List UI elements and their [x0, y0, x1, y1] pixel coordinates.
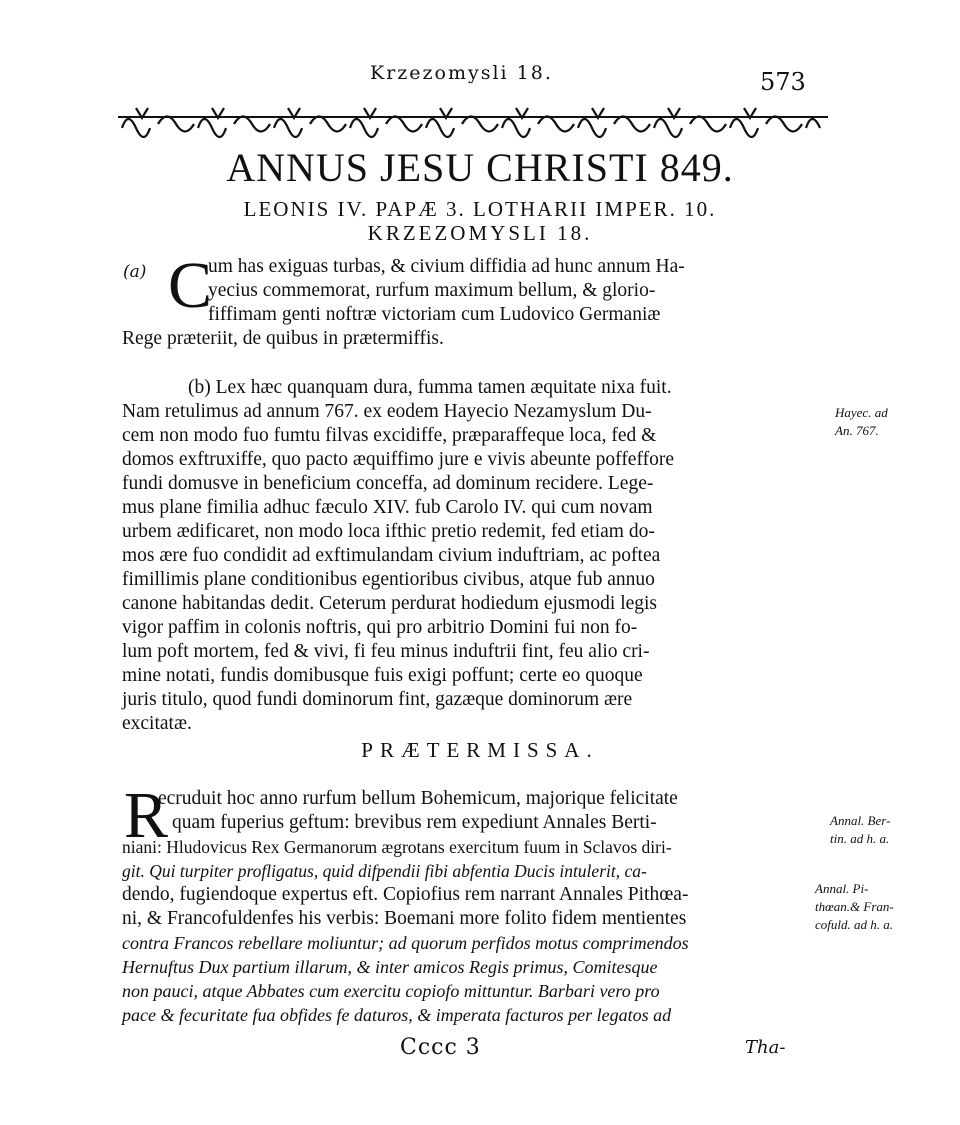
margin-note-pithoean — [815, 880, 894, 934]
text-line: yecius commemorat, rurfum maximum bellum, & glorio- — [208, 280, 656, 301]
text-line: non pauci, atque Abbates cum exercitu copiofo mittuntur. Barbari vero pro — [122, 981, 660, 1001]
margin-note-line: Annal. Pi- — [815, 881, 869, 896]
text-line: canone habitandas dedit. Ceterum perdurat hodiedum ejusmodi legis — [122, 593, 658, 614]
margin-note-line: thœan.& Fran- — [815, 899, 894, 914]
text-line: juris titulo, quod fundi dominorum fint, gazæque dominorum ære — [122, 689, 633, 710]
text-line: domos exftruxiffe, quo pacto æquiffimo jure e vivis abeunte poffeffore — [122, 449, 674, 470]
regnal-heading: LEONIS IV. PAPÆ 3. LOTHARII IMPER. 10. — [243, 197, 717, 221]
text-line: Hernuftus Dux partium illarum, & inter amicos Regis primus, Comitesque — [122, 957, 658, 977]
text-line: mos ære fuo condidit ad exftimulandam civium induftriam, ac poftea — [122, 545, 661, 566]
text-line: lum poft mortem, fed & vivi, fi feu minus induftrii fint, feu alio cri- — [122, 641, 650, 662]
text-line: quam fuperius geftum: brevibus rem expediunt Annales Berti- — [172, 812, 657, 833]
note-a-mark: (a) — [123, 262, 147, 282]
text-line: mus plane fimilia adhuc fæculo XIV. fub Carolo IV. qui cum novam — [122, 497, 653, 518]
duke-heading: KRZEZOMYSLI 18. — [367, 221, 593, 245]
text-line: ni, & Francofuldenfes his verbis: Boemani more folito fidem mentientes — [122, 908, 687, 929]
text-line: (b) Lex hæc quanquam dura, fumma tamen æquitate nixa fuit. — [188, 377, 672, 398]
text-line: cem non modo fuo fumtu filvas excidiffe, præparaffeque loca, fed & — [122, 425, 657, 446]
margin-note-line: An. 767. — [835, 423, 879, 438]
text-line: niani: Hludovicus Rex Germanorum ægrotans exercitum fuum in Sclavos diri- — [122, 837, 672, 857]
text-line: pace & fecuritate fua obfides fe daturos, & imperata facturos per legatos ad — [122, 1005, 672, 1025]
text-line: dendo, fugiendoque expertus eft. Copiofius rem narrant Annales Pithœa- — [122, 884, 689, 905]
text-line: contra Francos rebellare moliuntur; ad quorum perfidos motus comprimendos — [122, 933, 689, 953]
text-line: git. Qui turpiter profligatus, quid difpendii fibi abfentia Ducis intulerit, ca- — [122, 861, 647, 881]
drop-cap-c: C — [168, 249, 213, 322]
text-line: fundi domusve in beneficium conceffa, ad dominum recidere. Lege- — [122, 473, 654, 494]
margin-note-line: cofuld. ad h. a. — [815, 917, 893, 932]
text-line: urbem ædificaret, non modo loca ifthic pretio redemit, fed etiam do- — [122, 521, 655, 542]
year-heading: ANNUS JESU CHRISTI 849. — [226, 145, 734, 190]
text-line: um has exiguas turbas, & civium diffidia ad hunc annum Ha- — [208, 256, 685, 277]
margin-note-bertin — [830, 812, 890, 848]
note-a-paragraph — [122, 249, 685, 351]
margin-note-line: Hayec. ad — [835, 405, 888, 420]
text-line: Nam retulimus ad annum 767. ex eodem Hayecio Nezamyslum Du- — [122, 401, 652, 422]
margin-note-line: tin. ad h. a. — [830, 831, 890, 846]
text-line: fimillimis plane conditionibus egentioribus civibus, atque fub annuo — [122, 569, 655, 590]
drop-cap-r: R — [124, 779, 169, 852]
note-b-paragraph — [122, 376, 674, 736]
running-head: Krzezomysli 18. — [370, 62, 553, 84]
text-line: excitatæ. — [122, 713, 192, 734]
text-line: fiffimam genti noftræ victoriam cum Ludovico Germaniæ — [208, 304, 661, 325]
praetermissa-paragraph — [122, 779, 689, 1027]
text-line: mine notati, fundis domibusque fuis exigi poffunt; certe eo quoque — [122, 665, 643, 686]
ornament-band — [118, 102, 828, 138]
text-line: Rege præteriit, de quibus in prætermiffis. — [122, 328, 444, 349]
text-line: vigor paffim in colonis noftris, qui pro arbitrio Domini fui non fo- — [122, 617, 638, 638]
section-title: PRÆTERMISSA. — [361, 738, 599, 762]
margin-note-hayec — [835, 404, 888, 440]
page-number: 573 — [760, 68, 806, 96]
margin-note-line: Annal. Ber- — [830, 813, 891, 828]
catchword: Tha- — [745, 1037, 786, 1058]
text-line: ecruduit hoc anno rurfum bellum Bohemicum, majorique felicitate — [158, 788, 678, 809]
signature-mark: Cccc 3 — [400, 1035, 481, 1060]
